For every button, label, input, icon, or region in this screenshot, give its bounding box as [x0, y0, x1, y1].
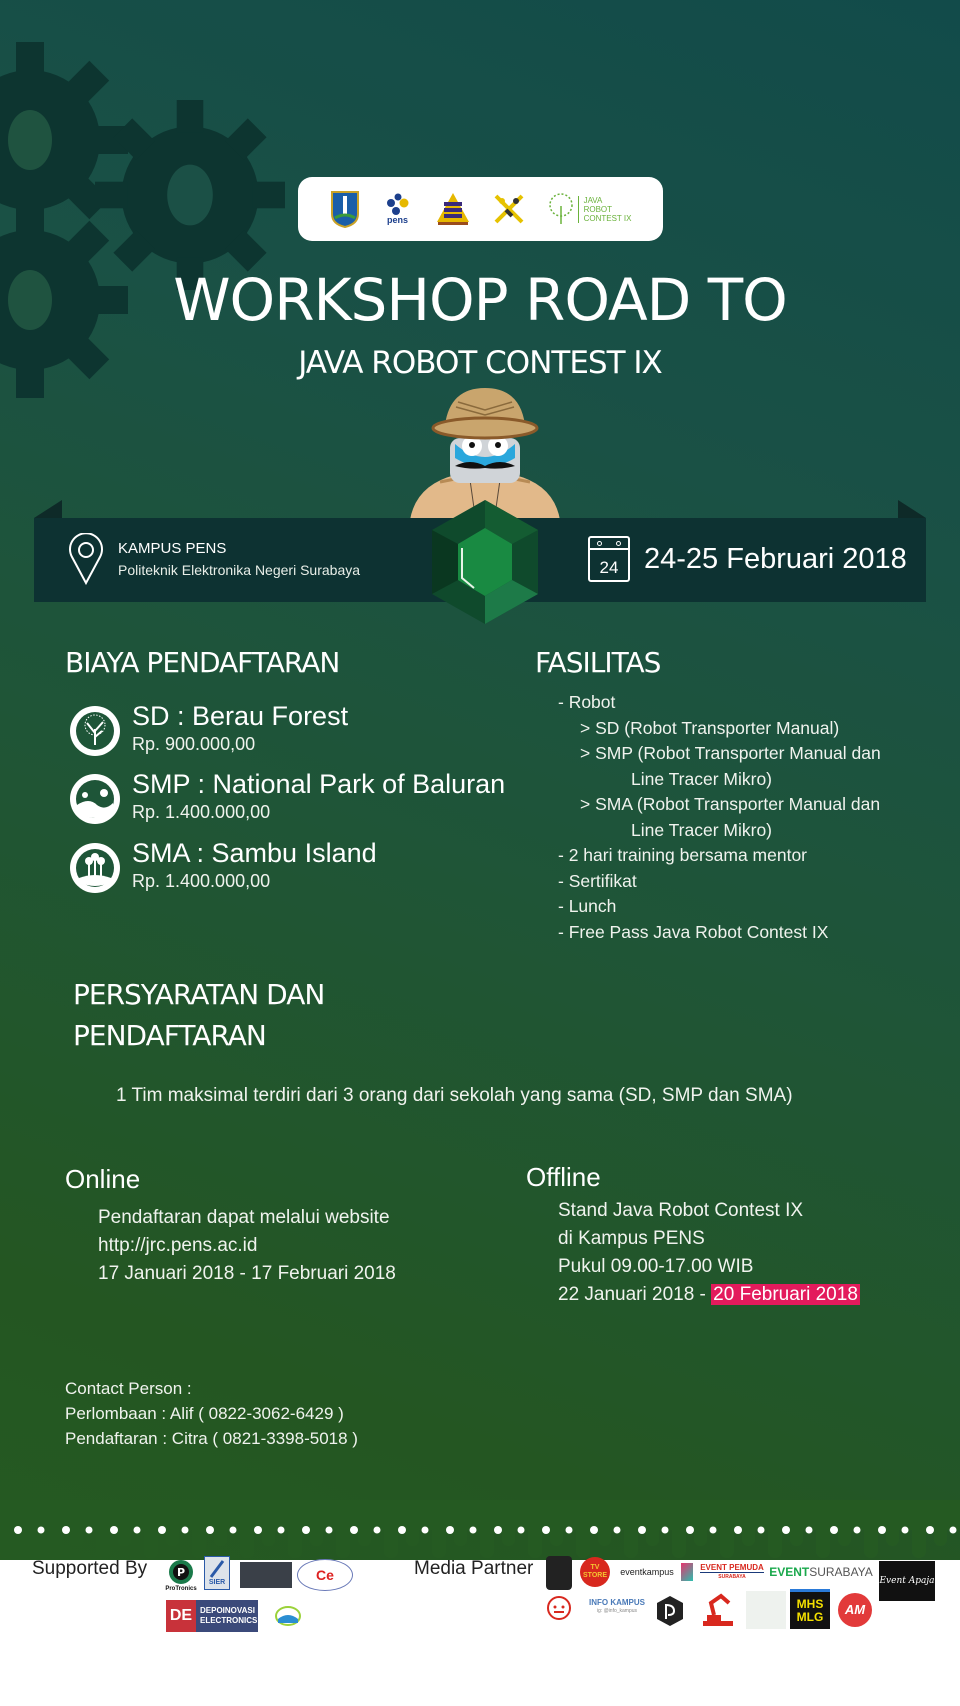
location-subtitle: Politeknik Elektronika Negeri Surabaya	[118, 562, 361, 578]
media-partner-label: Media Partner	[414, 1558, 534, 1579]
event-malang-logo	[746, 1591, 786, 1629]
calendar-icon: 24	[588, 536, 630, 582]
ce-logo: Ce	[297, 1559, 353, 1591]
facility-item: > SMA (Robot Transporter Manual dan	[580, 794, 881, 814]
page-title: WORKSHOP ROAD TO	[173, 266, 787, 334]
robotic-arm-logo	[700, 1590, 736, 1628]
facilities-list	[558, 690, 881, 945]
teknik-logo	[546, 1556, 572, 1590]
requirements-heading: PERSYARATAN DAN PENDAFTARAN	[73, 978, 325, 1052]
tv-store-logo: TV STORE	[580, 1557, 610, 1587]
k-logo	[681, 1563, 693, 1581]
facility-item: Line Tracer Mikro)	[631, 819, 773, 840]
online-details: Pendaftaran dapat melalui website http://jrc.pens.ac.id 17 Januari 2018 - 17 Februari 2018	[98, 1207, 396, 1284]
website-link[interactable]: http://jrc.pens.ac.id	[98, 1235, 258, 1256]
fees-heading: BIAYA PENDAFTARAN	[65, 646, 340, 679]
fee-price: Rp. 900.000,00	[132, 734, 256, 754]
location-title: KAMPUS PENS	[118, 540, 227, 557]
team-requirement: 1 Tim maksimal terdiri dari 3 orang dari sekolah yang sama (SD, SMP dan SMA)	[116, 1085, 793, 1106]
banner-fold-left	[34, 500, 62, 518]
fee-item-sd	[70, 700, 348, 756]
explorer-robot-mascot	[400, 380, 570, 520]
tree-icon	[70, 706, 120, 756]
east-java-province-logo	[330, 190, 360, 228]
event-date: 24-25 Februari 2018	[644, 542, 907, 575]
palm-island-icon	[70, 843, 120, 893]
elektro-logo	[240, 1562, 292, 1588]
event-date-block	[588, 536, 907, 582]
fee-price: Rp. 1.400.000,00	[132, 802, 271, 822]
facility-item: - 2 hari training bersama mentor	[558, 845, 807, 865]
community-logo	[492, 192, 526, 226]
fee-price: Rp. 1.400.000,00	[132, 871, 271, 891]
fee-item-smp	[70, 768, 505, 824]
facility-item: - Robot	[558, 692, 616, 712]
surabaya-logo	[272, 1599, 304, 1633]
event-pemuda-logo: EVENT PEMUDA SURABAYA	[700, 1562, 764, 1580]
facility-item: Line Tracer Mikro)	[631, 768, 773, 789]
facility-item: - Free Pass Java Robot Contest IX	[558, 921, 829, 942]
kurasu-logo	[545, 1591, 573, 1625]
sponsor-logo	[436, 192, 470, 226]
fee-title: SMA : Sambu Island	[132, 838, 377, 868]
svg-text:P: P	[176, 1566, 186, 1579]
offline-heading: Offline	[526, 1162, 601, 1192]
map-pin-icon	[68, 533, 104, 585]
sier-logo: SIER	[204, 1556, 230, 1590]
hexagon-logo	[655, 1594, 685, 1628]
emerald-gem-icon	[432, 500, 538, 624]
eventkampus-logo: eventkampus	[620, 1567, 674, 1577]
offline-details: Stand Java Robot Contest IX di Kampus PENS Pukul 09.00-17.00 WIB 22 Januari 2018 - 20 Februari 2018	[558, 1200, 858, 1305]
info-kampus-logo: INFO KAMPUS ig: @info_kampus	[589, 1598, 645, 1614]
hills-icon	[70, 774, 120, 824]
deadline-highlight: 20 Februari 2018	[713, 1284, 858, 1305]
depoinovasi-logo: DE DEPOINOVASI ELECTRONICS	[166, 1600, 258, 1632]
facility-item: - Sertifikat	[558, 870, 637, 891]
eventsurabaya-logo: EVENT SURABAYA	[769, 1565, 873, 1579]
facility-item: - Lunch	[558, 896, 617, 916]
protronics-logo: P ProTronics	[166, 1557, 196, 1595]
contact-competition: Perlombaan : Alif ( 0822-3062-6429 )	[65, 1404, 344, 1423]
contact-block: Contact Person : Perlombaan : Alif ( 0822-3062-6429 ) Pendaftaran : Citra ( 0821-3398-5018 )	[65, 1376, 358, 1451]
supported-by-label: Supported By	[32, 1558, 148, 1579]
am-logo: AM	[835, 1590, 875, 1630]
facility-item: > SD (Robot Transporter Manual)	[580, 717, 840, 738]
contact-registration: Pendaftaran : Citra ( 0821-3398-5018 )	[65, 1429, 358, 1448]
jrc-logo: JAVA ROBOT CONTEST IX	[548, 192, 632, 226]
online-heading: Online	[65, 1164, 141, 1194]
facility-item: > SMP (Robot Transporter Manual dan	[580, 743, 881, 763]
fee-title: SD : Berau Forest	[132, 701, 349, 731]
pens-logo: pens	[382, 193, 414, 225]
fee-title: SMP : National Park of Baluran	[132, 769, 506, 799]
event-apaja-logo: Event Apaja	[879, 1561, 935, 1601]
facilities-heading: FASILITAS	[535, 646, 661, 679]
mhs-mlg-logo: MHS MLG	[790, 1589, 830, 1629]
partner-logo-bar	[298, 177, 663, 241]
banner-fold-right	[898, 500, 926, 518]
location-block	[68, 533, 360, 585]
page-subtitle: JAVA ROBOT CONTEST IX	[298, 345, 662, 381]
fee-item-sma	[70, 837, 377, 893]
